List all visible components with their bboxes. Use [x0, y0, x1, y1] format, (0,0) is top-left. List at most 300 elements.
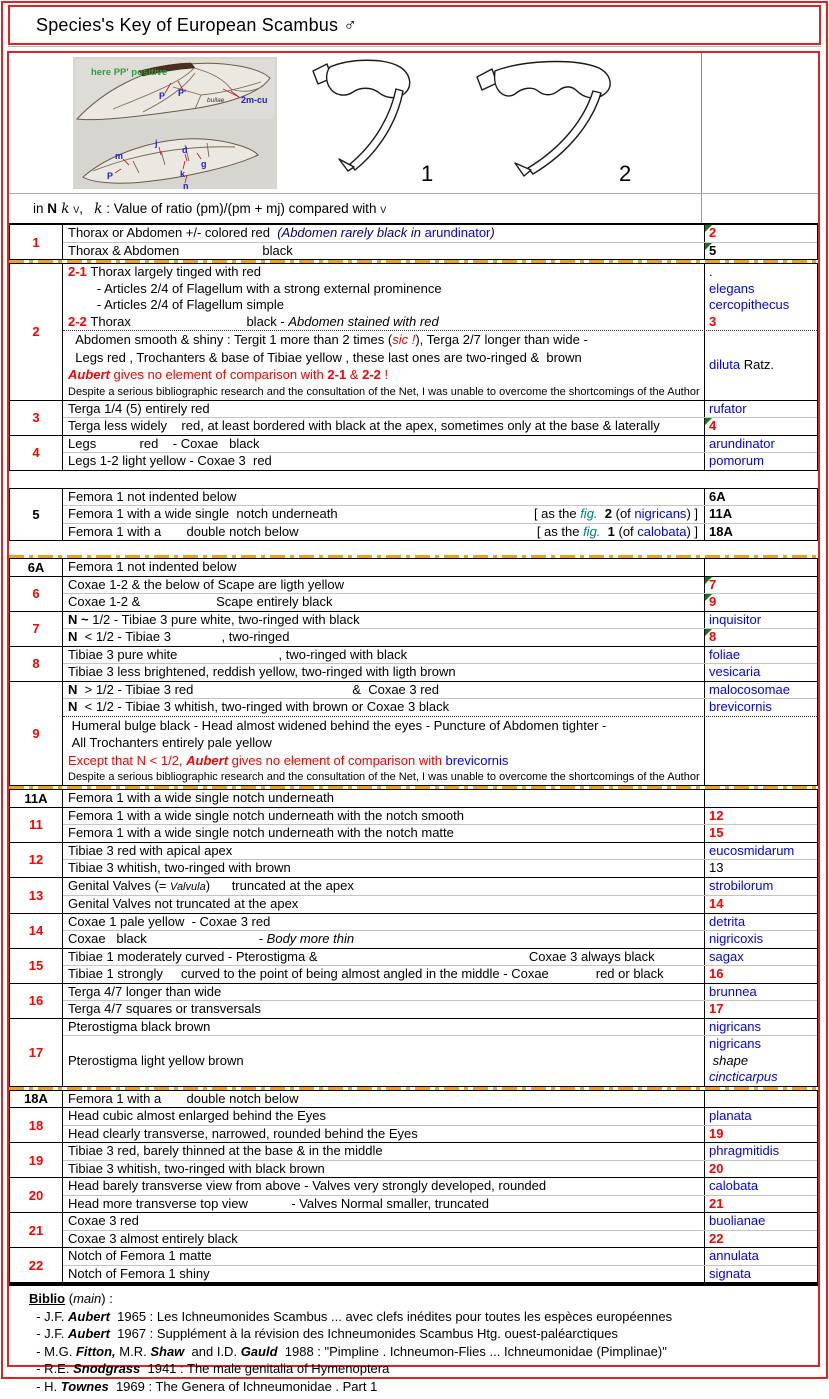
- statement: [68, 577, 704, 594]
- text-segment: 17: [709, 1001, 724, 1016]
- key-group: [9, 789, 818, 808]
- text-segment: Thorax or Abdomen +/- colored red: [68, 225, 278, 240]
- text-segment: Shaw: [150, 1343, 185, 1359]
- text-segment: 6A: [709, 488, 726, 504]
- key-text-cell: [63, 297, 704, 314]
- text-segment: < 1/2 - Tibiae 3 , two-ringed: [77, 629, 290, 644]
- key-result-cell: [704, 1091, 817, 1108]
- key-result-cell: [704, 966, 817, 983]
- result-line: [709, 524, 817, 541]
- key-text-cell: [63, 264, 704, 281]
- statement: [68, 1213, 704, 1230]
- key-row: [63, 264, 817, 281]
- couplet-number: 18: [28, 1117, 44, 1133]
- text-segment: Notch of Femora 1 shiny: [68, 1265, 210, 1281]
- result-line: [709, 931, 817, 948]
- couplet-number: 7: [32, 621, 40, 636]
- couplet-number: 16: [28, 993, 44, 1008]
- species-link[interactable]: planata: [709, 1108, 752, 1123]
- text-segment: ) ]: [686, 523, 698, 539]
- text-segment: Terga less widely red, at least bordered with black at the apex, sometimes only at the base & laterally: [68, 418, 660, 433]
- key-text-cell: [63, 453, 704, 470]
- text-segment: Aubert: [68, 1326, 110, 1341]
- text-segment: - Articles 2/4 of Flagellum with a strong external prominence: [68, 280, 442, 296]
- species-link[interactable]: arundinator: [424, 225, 491, 240]
- couplet-lines: [63, 1248, 817, 1282]
- species-link[interactable]: vesicaria: [709, 664, 761, 679]
- species-link[interactable]: calobata: [637, 523, 687, 539]
- key-text-cell: [63, 664, 704, 681]
- text-segment: (of: [618, 523, 638, 539]
- text-segment: Tibiae 3 red, barely thinned at the base & in the middle: [68, 1143, 383, 1158]
- statement: [68, 314, 704, 331]
- key-row: [63, 1178, 817, 1195]
- key-row: [63, 242, 817, 260]
- text-segment: 13: [709, 860, 724, 875]
- key-result-cell: [704, 629, 817, 646]
- statement: [68, 1161, 704, 1178]
- text-segment: Body more thin: [266, 931, 355, 946]
- text-segment: 2: [709, 225, 717, 240]
- text-segment: : Value of ratio (pm)/(pm + mj) compared with: [102, 200, 381, 216]
- text-segment: .: [709, 264, 713, 279]
- statement: [68, 682, 704, 699]
- couplet-number: 9: [32, 725, 40, 741]
- couplet-number: 20: [28, 1187, 44, 1203]
- result-line: [709, 357, 817, 374]
- result-line: [709, 612, 817, 629]
- key-row: [63, 489, 817, 506]
- couplet-number: 21: [28, 1222, 44, 1238]
- femur-figure-1: [303, 57, 453, 194]
- key-result-cell: [704, 1213, 817, 1230]
- key-text-cell: [63, 1248, 704, 1265]
- key-row: [63, 281, 817, 298]
- species-link[interactable]: arundinator: [709, 435, 775, 451]
- text-segment: Femora 1 with a double notch below: [68, 1090, 299, 1106]
- key-row: [63, 1195, 817, 1213]
- statement: [68, 243, 704, 260]
- text-segment: Coxae 1-2 & Scape entirely black: [68, 594, 333, 609]
- key-text-cell: [63, 524, 704, 541]
- key-group: [9, 400, 818, 436]
- text-segment: ,: [79, 200, 95, 216]
- note-line: [68, 769, 704, 785]
- text-segment: ) ]: [686, 506, 698, 521]
- wing-label-p2: P': [178, 88, 187, 98]
- key-group: [9, 1018, 818, 1087]
- text-segment: Tibiae 1 strongly curved to the point of being almost angled in the middle - Coxae red or black: [68, 966, 664, 981]
- statement: [68, 1053, 704, 1070]
- key-row: [63, 314, 817, 331]
- species-link[interactable]: strobilorum: [709, 878, 774, 893]
- key-text-cell: [63, 860, 704, 877]
- result-line: [709, 1036, 817, 1053]
- statement: [68, 1143, 704, 1160]
- key-row: [63, 914, 817, 931]
- key-group: [9, 948, 818, 984]
- text-segment: Tibiae 1 moderately curved - Pterostigma &: [68, 948, 318, 964]
- text-segment: Femora 1 not indented below: [68, 488, 237, 504]
- key-result-cell: [704, 331, 817, 400]
- result-line: [709, 243, 817, 260]
- corner-mark: [705, 594, 712, 601]
- couplet-lines: [63, 843, 817, 877]
- key-row: [63, 790, 817, 807]
- key-text-cell: [63, 914, 704, 931]
- result-line: [709, 225, 817, 242]
- statement: [68, 860, 704, 877]
- text-segment: 9: [709, 594, 717, 609]
- key-text-cell: [63, 436, 704, 453]
- species-link[interactable]: sagax: [709, 948, 744, 964]
- key-row: [63, 225, 817, 242]
- text-segment: ) :: [101, 1291, 113, 1306]
- key-result-cell: [704, 436, 817, 453]
- key-result-cell: [704, 1126, 817, 1143]
- figure-reference: [534, 506, 698, 523]
- page-title: Species's Key of European Scambus ♂: [36, 14, 358, 35]
- key-result-cell: [704, 717, 817, 786]
- key-text-cell: [63, 401, 704, 418]
- result-line: [709, 1196, 817, 1213]
- femur-2-number: 2: [619, 161, 632, 186]
- wing-label-g: g: [201, 159, 207, 169]
- key-text-cell: [63, 1178, 704, 1195]
- note-line: [68, 717, 704, 735]
- note-line: [68, 384, 704, 400]
- text-segment: 12: [709, 807, 724, 823]
- key-text-cell: [63, 931, 704, 948]
- text-segment: v: [73, 200, 80, 216]
- key-result-cell: [704, 949, 817, 966]
- species-link[interactable]: nigricans: [709, 1018, 762, 1034]
- text-segment: 5: [709, 242, 717, 258]
- text-segment: Abdomen stained with red: [288, 313, 439, 329]
- key-row: [63, 949, 817, 966]
- species-link[interactable]: annulata: [709, 1248, 759, 1263]
- species-link[interactable]: brevicornis: [709, 699, 772, 714]
- key-result-cell: [704, 1036, 817, 1086]
- species-link[interactable]: foliae: [709, 646, 741, 662]
- text-segment: 14: [709, 896, 724, 911]
- statement: [68, 418, 704, 435]
- couplet-lines: [63, 489, 817, 541]
- key-group: [9, 1247, 818, 1283]
- text-segment: Coxae 3 red: [68, 1213, 139, 1228]
- couplet-lines: [63, 647, 817, 681]
- text-segment: 1967 : Supplément à la révision des Ichneumonides Scambus Htg. ouest-paléarctiques: [109, 1326, 618, 1341]
- group-gap: [9, 471, 818, 489]
- couplet-number-cell: [10, 808, 63, 842]
- biblio-entry: [29, 1378, 812, 1396]
- species-link[interactable]: buolianae: [709, 1213, 766, 1228]
- figures-row: [9, 53, 818, 194]
- couplet-lines: [63, 682, 817, 786]
- key-row: [63, 843, 817, 860]
- species-link[interactable]: nigricoxis: [709, 931, 764, 946]
- couplet-lines: [63, 577, 817, 611]
- couplet-number-cell: [10, 559, 63, 576]
- text-segment: and I.D.: [184, 1343, 241, 1359]
- key-result-cell: [704, 914, 817, 931]
- key-result-cell: [704, 647, 817, 664]
- key-text-cell: [63, 1126, 704, 1143]
- key-row: [63, 1091, 817, 1108]
- key-result-cell: [704, 559, 817, 576]
- key-text-cell: [63, 966, 704, 983]
- text-segment: Despite a serious bibliographic research and the consultation of the Net, I was unable to overcome the shortcomings of the Author: [68, 771, 700, 783]
- key-result-cell: [704, 594, 817, 611]
- key-result-cell: [704, 1001, 817, 1018]
- key-group: [9, 263, 818, 401]
- text-segment: !: [380, 367, 389, 382]
- text-segment: N: [47, 200, 58, 216]
- key-result-cell: [704, 281, 817, 298]
- key-result-cell: [704, 612, 817, 629]
- couplet-number: 1: [32, 234, 40, 250]
- text-segment: 18A: [709, 523, 733, 539]
- result-line: [709, 1108, 817, 1125]
- femur-figure-2: [471, 57, 656, 194]
- text-segment: Tibiae 3 less brightened, reddish yellow, two-ringed with ligth brown: [68, 664, 456, 679]
- text-segment: All Trochanters entirely pale yellow: [68, 735, 272, 750]
- result-line: [709, 401, 817, 418]
- key-result-cell: [704, 790, 817, 807]
- statement: [68, 453, 704, 470]
- text-segment: ) truncated at the apex: [205, 877, 354, 893]
- key-group: [9, 1107, 818, 1143]
- text-segment: Femora 1 with a wide single notch underneath: [68, 506, 338, 521]
- result-line: [709, 281, 817, 298]
- key-result-cell: [704, 896, 817, 913]
- result-line: [709, 878, 817, 895]
- text-segment: Femora 1 not indented below: [68, 559, 237, 574]
- couplet-number: 11A: [24, 790, 48, 806]
- couplet-lines: [63, 612, 817, 646]
- ratio-definition: [33, 201, 386, 217]
- species-link[interactable]: signata: [709, 1265, 751, 1281]
- note-line: [68, 752, 704, 770]
- key-text-cell: [63, 559, 704, 576]
- note-line: [68, 366, 704, 384]
- couplet-lines: [63, 1178, 817, 1212]
- result-line: [709, 264, 817, 281]
- biblio-entry: [29, 1343, 812, 1361]
- corner-mark: [705, 629, 712, 636]
- result-line: [709, 682, 817, 699]
- result-line: [709, 1001, 817, 1018]
- divider: [8, 46, 821, 47]
- key-result-cell: [704, 843, 817, 860]
- group-gap: [9, 541, 818, 555]
- text-segment: k: [94, 200, 103, 217]
- key-row: [63, 401, 817, 418]
- couplet-number-cell: [10, 1213, 63, 1247]
- species-link[interactable]: elegans: [709, 280, 755, 296]
- key-row: [63, 878, 817, 896]
- couplet-number: 6A: [27, 559, 45, 575]
- key-text-cell: [63, 699, 704, 716]
- species-link[interactable]: brunnea: [709, 983, 757, 999]
- statement: [68, 281, 704, 298]
- text-segment: > 1/2 - Tibiae 3 red & Coxae 3 red: [77, 681, 440, 697]
- text-segment: sic !: [392, 332, 416, 347]
- key-group: [9, 877, 818, 914]
- species-link[interactable]: eucosmidarum: [709, 842, 795, 858]
- key-text-cell: [63, 331, 704, 400]
- key-group: [9, 1090, 818, 1109]
- result-line: [709, 966, 817, 983]
- couplet-number: 11: [29, 817, 43, 832]
- species-link[interactable]: brevicornis: [445, 752, 509, 768]
- couplet-number-cell: [10, 436, 63, 470]
- result-line: [709, 594, 817, 611]
- statement: [68, 1248, 704, 1265]
- text-segment: fig.: [583, 523, 601, 539]
- text-segment: Pterostigma light yellow brown: [68, 1052, 244, 1068]
- statement: [68, 594, 704, 611]
- couplet-number: 15: [28, 958, 44, 973]
- species-link[interactable]: phragmitidis: [709, 1143, 780, 1158]
- key-row: [63, 1108, 817, 1125]
- key-result-cell: [704, 297, 817, 314]
- result-line: [709, 808, 817, 825]
- key-result-cell: [704, 1161, 817, 1178]
- key-text-cell: [63, 577, 704, 594]
- corner-mark: [705, 418, 712, 425]
- key-row: [63, 297, 817, 314]
- key-row: [63, 808, 817, 825]
- text-segment: 1965 : Les Ichneumonides Scambus ... avec clefs inédites pour toutes les espèces européennes: [109, 1308, 673, 1324]
- species-link[interactable]: cincticarpus: [709, 1069, 778, 1084]
- identification-key: [9, 224, 818, 1283]
- species-link[interactable]: rufator: [709, 400, 747, 416]
- key-group: [9, 1177, 818, 1213]
- text-segment: 1988 : "Pimpline . Ichneumon-Flies ... Ichneumonidae (Pimplinae)": [277, 1343, 667, 1359]
- biblio-entry: [29, 1308, 812, 1326]
- key-result-cell: [704, 1178, 817, 1195]
- text-segment: Despite a serious bibliographic research and the consultation of the Net, I was unable to overcome the shortcomings of the Author: [68, 385, 700, 398]
- species-link[interactable]: nigricans: [634, 506, 687, 521]
- text-segment: - M.G.: [29, 1343, 76, 1359]
- result-line: [709, 860, 817, 877]
- couplet-lines: [63, 436, 817, 470]
- couplet-number-cell: [10, 1091, 63, 1108]
- key-row: [63, 1248, 817, 1265]
- statement: [68, 984, 704, 1001]
- key-text-cell: [63, 843, 704, 860]
- statement: [68, 699, 704, 716]
- text-segment: 1/2 - Tibiae 3 pure white, two-ringed with black: [88, 611, 360, 627]
- result-line: [709, 1019, 817, 1036]
- species-link[interactable]: malocosomae: [709, 681, 790, 697]
- couplet-lines: [63, 790, 817, 807]
- key-text-cell: [63, 1161, 704, 1178]
- statement: [68, 949, 704, 966]
- couplet-number-cell: [10, 878, 63, 913]
- statement: [68, 966, 704, 983]
- result-line: [709, 699, 817, 716]
- text-segment: Femora 1 with a wide single notch underneath with the notch smooth: [68, 807, 465, 823]
- couplet-number: 6: [32, 586, 40, 601]
- species-link[interactable]: nigricans: [709, 1036, 762, 1051]
- key-text-cell: [63, 629, 704, 646]
- couplet-lines: [63, 1213, 817, 1247]
- key-row: [63, 436, 817, 453]
- key-row: [63, 1265, 817, 1283]
- statement: [68, 1196, 704, 1213]
- result-line: [709, 577, 817, 594]
- couplet-number-cell: [10, 984, 63, 1018]
- text-segment: 2-2: [68, 313, 91, 329]
- couplet-number-cell: [10, 612, 63, 646]
- text-segment: - J.F.: [29, 1308, 69, 1324]
- key-group: [9, 488, 818, 542]
- text-segment: gives no element of comparison with: [228, 752, 446, 768]
- wing-label-bullae: bullae: [207, 97, 225, 104]
- species-link[interactable]: inquisitor: [709, 611, 762, 627]
- key-group: [9, 558, 818, 577]
- couplet-number-cell: [10, 1019, 63, 1086]
- key-result-cell: [704, 1231, 817, 1248]
- text-segment: Tibiae 3 pure white , two-ringed with black: [68, 646, 408, 662]
- statement: [68, 1019, 704, 1036]
- text-segment: Head barely transverse view from above - Valves very strongly developed, rounded: [68, 1178, 547, 1193]
- text-segment: 3: [709, 313, 717, 329]
- couplet-number-cell: [10, 682, 63, 786]
- key-row: [63, 824, 817, 842]
- text-segment: Coxae 1 pale yellow - Coxae 3 red: [68, 913, 271, 929]
- text-segment: Legs red - Coxae black: [68, 435, 260, 451]
- key-row: [63, 577, 817, 594]
- key-row: [63, 452, 817, 470]
- key-result-cell: [704, 984, 817, 1001]
- biblio-heading: [29, 1290, 812, 1308]
- statement: [68, 1178, 704, 1195]
- couplet-lines: [63, 808, 817, 842]
- key-text-cell: [63, 1196, 704, 1213]
- species-link[interactable]: detrita: [709, 913, 746, 929]
- text-segment: 15: [709, 825, 724, 840]
- text-segment: < 1/2 - Tibiae 3 whitish, two-ringed with brown or Coxae 3 black: [77, 699, 450, 714]
- text-segment: N ~: [68, 611, 89, 627]
- couplet-number-cell: [10, 790, 63, 807]
- key-text-cell: [63, 1108, 704, 1125]
- statement: [68, 1108, 704, 1125]
- key-result-cell: [704, 860, 817, 877]
- statement: [68, 297, 704, 314]
- species-link[interactable]: pomorum: [709, 453, 764, 468]
- couplet-lines: [63, 984, 817, 1018]
- result-line: [709, 825, 817, 842]
- species-link[interactable]: cercopithecus: [709, 297, 790, 312]
- statement: [68, 790, 704, 807]
- couplet-lines: [63, 401, 817, 435]
- text-segment: Aubert: [186, 752, 229, 768]
- key-group: [9, 983, 818, 1019]
- statement: [68, 1091, 704, 1108]
- text-segment: - J.F.: [29, 1326, 69, 1341]
- result-line: [709, 949, 817, 966]
- key-row: [63, 1125, 817, 1143]
- couplet-number-cell: [10, 401, 63, 435]
- species-link[interactable]: calobata: [709, 1178, 759, 1193]
- couplet-number-cell: [10, 843, 63, 877]
- result-line: [709, 629, 817, 646]
- species-link[interactable]: diluta: [709, 357, 741, 372]
- corner-mark: [705, 243, 712, 250]
